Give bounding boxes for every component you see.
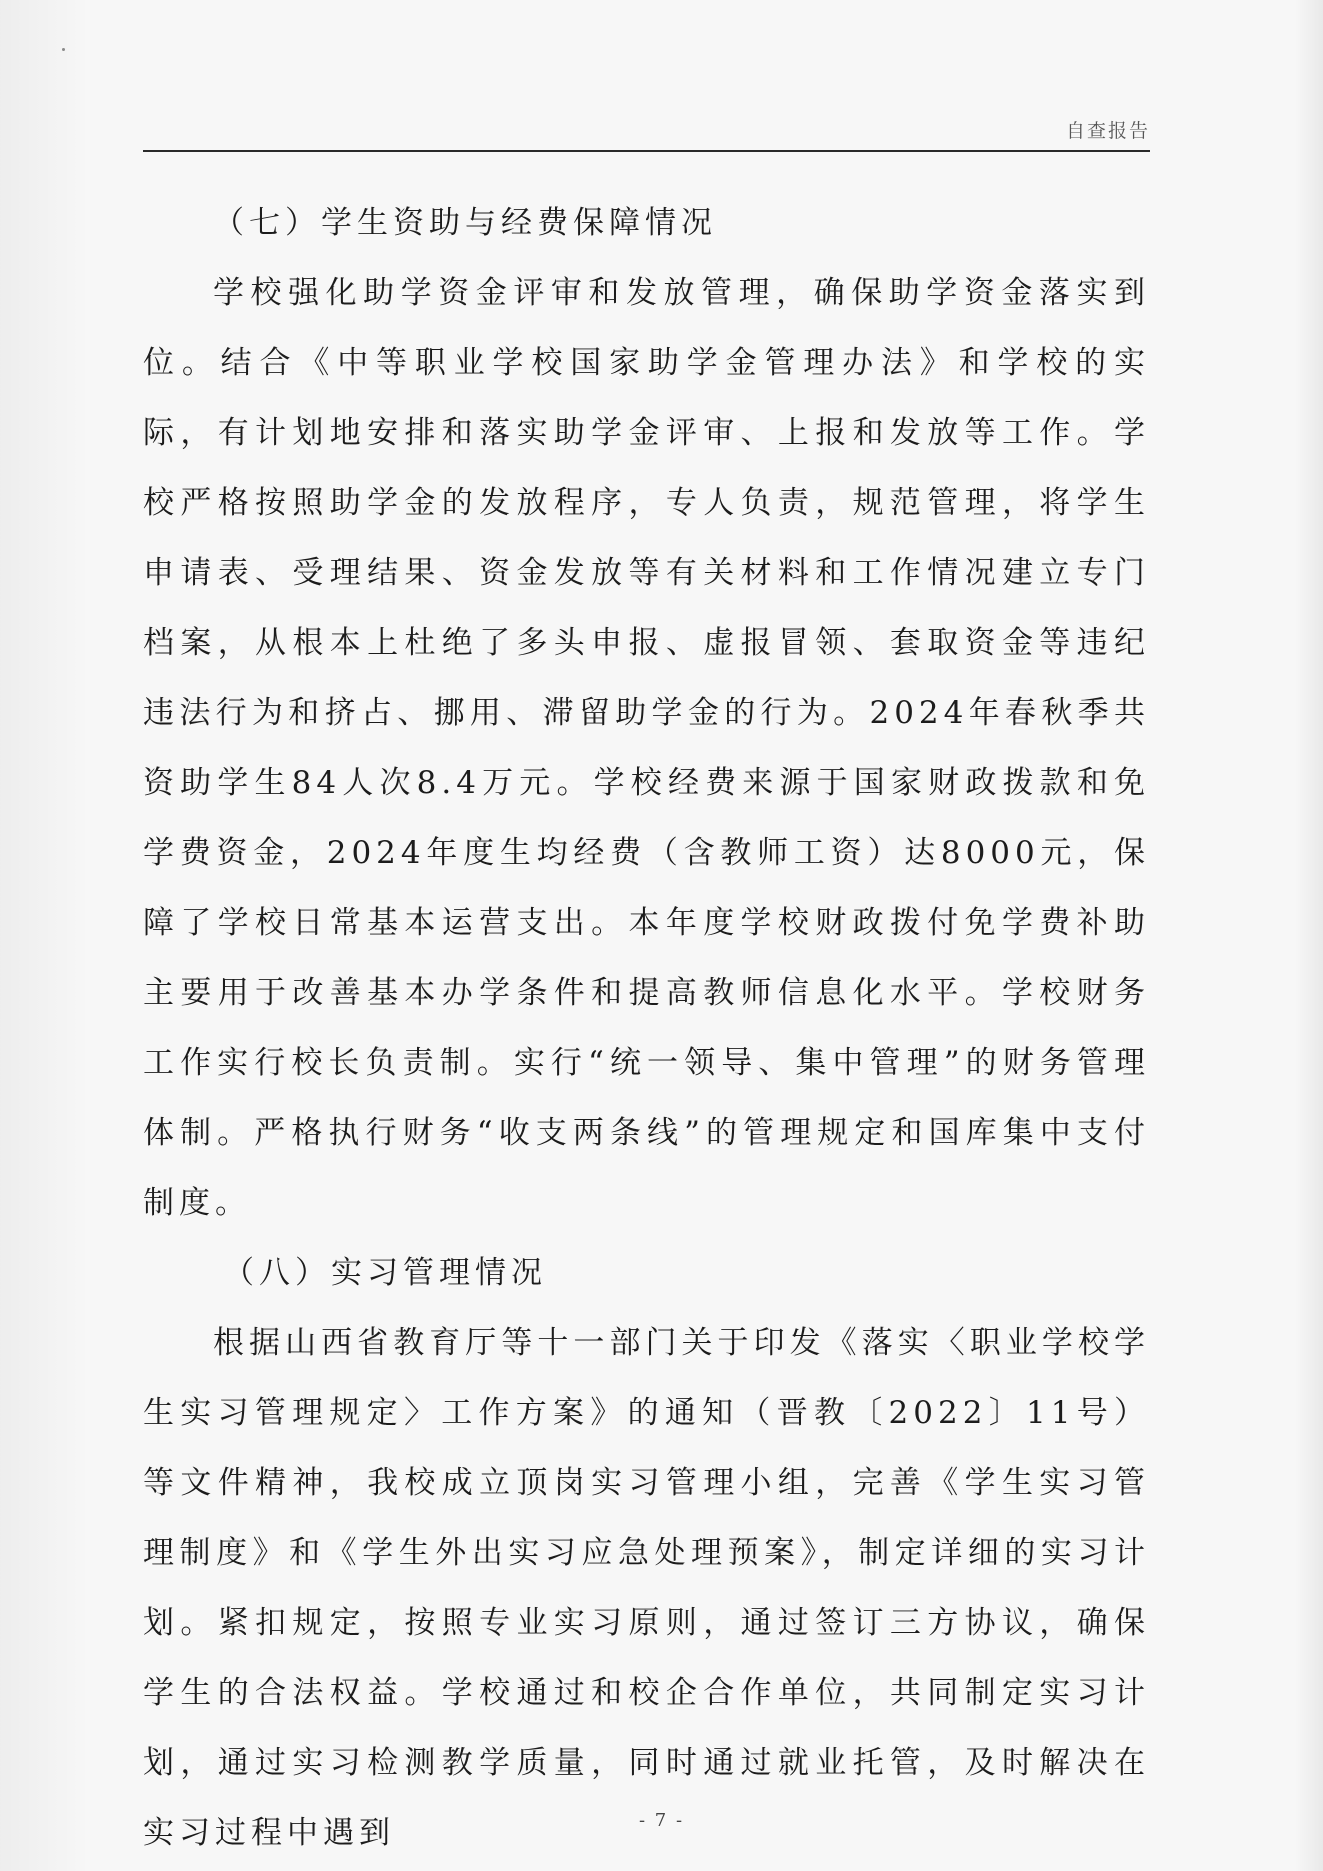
document-body	[143, 188, 1150, 1868]
scan-speck	[62, 48, 65, 51]
section-paragraph-8: 根据山西省教育厅等十一部门关于印发《落实〈职业学校学生实习管理规定〉工作方案》的通知（晋教〔2022〕11号）等文件精神，我校成立顶岗实习管理小组，完善《学生实习管理制度》和《学生外出实习应急处理预案》，制定详细的实习计划。紧扣规定，按照专业实习原则，通过签订三方协议，确保学生的合法权益。学校通过和校企合作单位，共同制定实习计划，通过实习检测教学质量，同时通过就业托管，及时解决在实习过程中遇到	[143, 1325, 1150, 1851]
section-heading-8: （八）实习管理情况	[223, 1255, 547, 1291]
scan-shadow-left	[0, 0, 90, 1871]
header-rule	[143, 150, 1150, 152]
section-paragraph-7: 学校强化助学资金评审和发放管理，确保助学资金落实到位。结合《中等职业学校国家助学金管理办法》和学校的实际，有计划地安排和落实助学金评审、上报和发放等工作。学校严格按照助学金的发放程序，专人负责，规范管理，将学生申请表、受理结果、资金发放等有关材料和工作情况建立专门档案，从根本上杜绝了多头申报、虚报冒领、套取资金等违纪违法行为和挤占、挪用、滞留助学金的行为。2024年春秋季共资助学生84人次8.4万元。学校经费来源于国家财政拨款和免学费资金，2024年度生均经费（含教师工资）达8000元，保障了学校日常基本运营支出。本年度学校财政拨付免学费补助主要用于改善基本办学条件和提高教师信息化水平。学校财务工作实行校长负责制。实行“统一领导、集中管理”的财务管理体制。严格执行财务“收支两条线”的管理规定和国库集中支付制度。	[143, 275, 1150, 1221]
header-label: 自查报告	[1065, 120, 1150, 142]
page-number: - 7 -	[638, 1810, 685, 1831]
scan-shadow-right	[1295, 0, 1323, 1871]
section-heading-7: （七）学生资助与经费保障情况	[213, 205, 717, 241]
